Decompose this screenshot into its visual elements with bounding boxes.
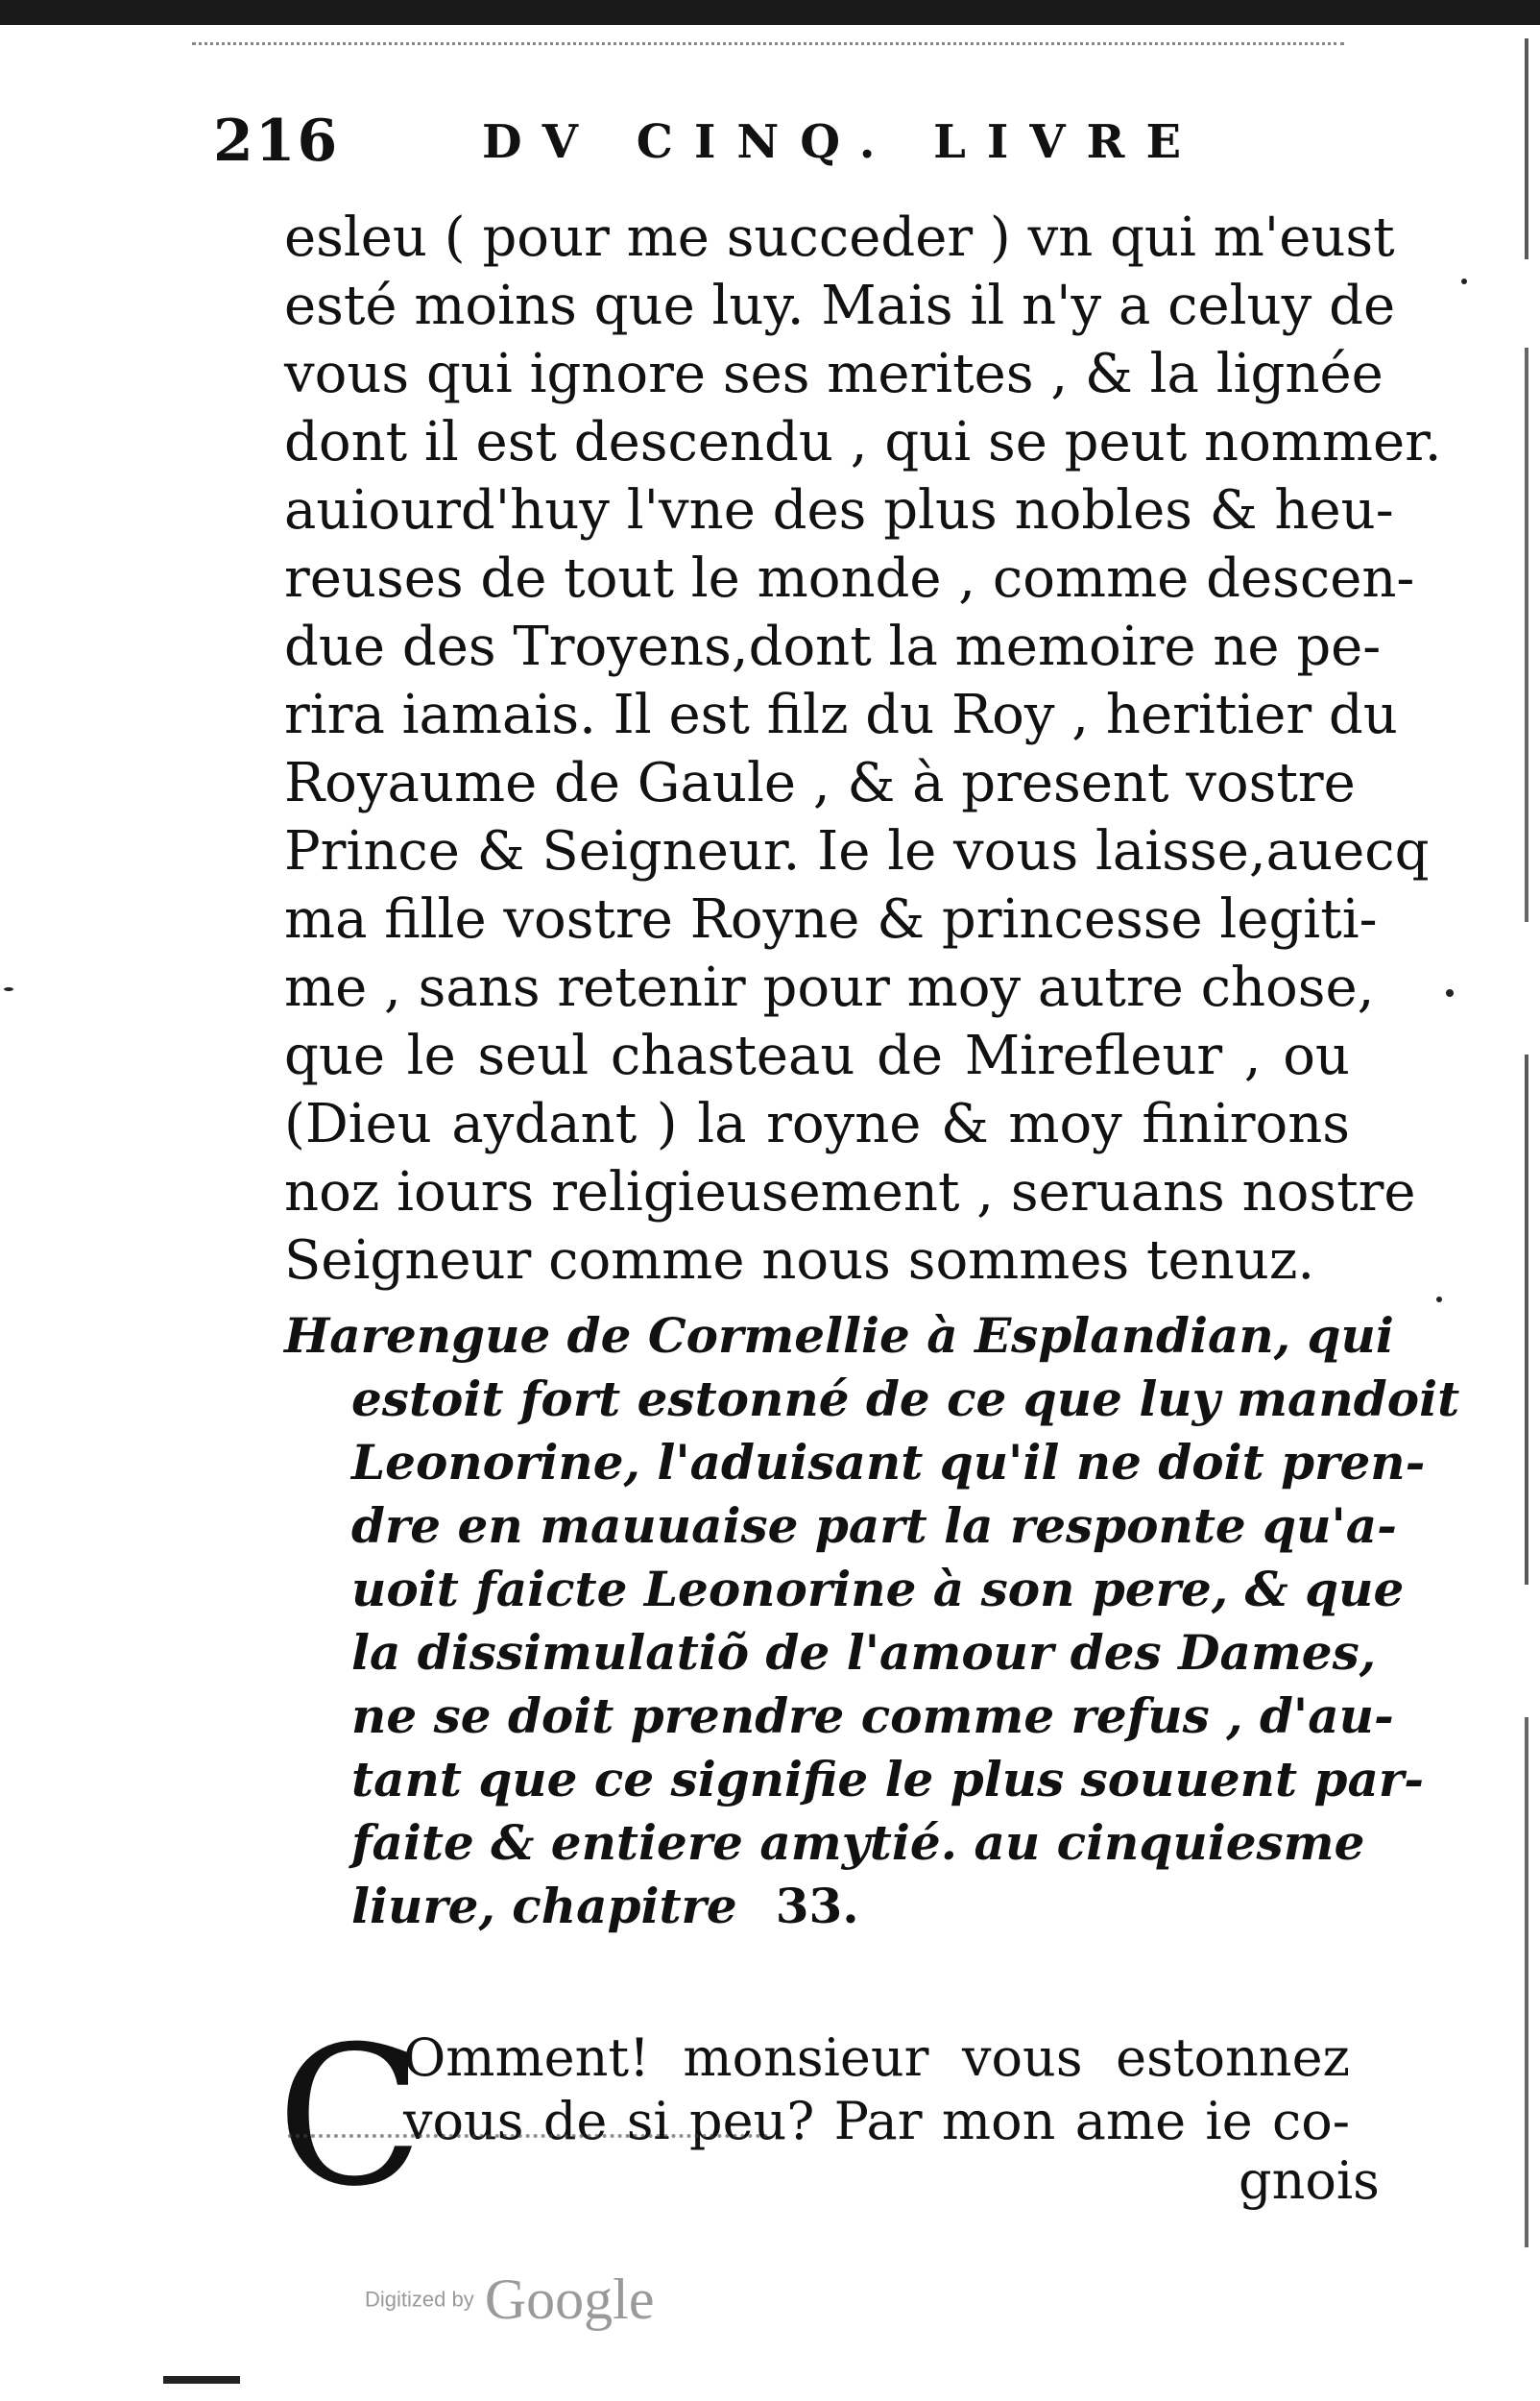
catchword: gnois [1239,2150,1380,2211]
chapter-rubric [284,1304,1460,1938]
google-logo: Google [484,2268,655,2331]
digitization-watermark [365,2267,654,2334]
text-line: noz iours religieusement , seruans nostre [284,1161,1416,1224]
text-line: auiourd'huy l'vne des plus nobles & heu- [284,479,1394,542]
text-line: me , sans retenir pour moy autre chose, [284,957,1375,1019]
watermark-prefix: Digitized by [365,2287,474,2312]
drop-cap: C [277,2005,424,2229]
text-line: rira iamais. Il est filz du Roy , heritier du [284,684,1398,746]
scan-edge-mark [163,2376,240,2384]
text-line: esté moins que luy. Mais il n'y a celuy de [284,275,1396,337]
scan-speck [1461,279,1467,284]
text-line: ma fille vostre Royne & princesse legiti- [284,888,1378,951]
rubric-line: Harengue de Cormellie à Esplandian, qui [284,1307,1394,1364]
text-line: dont il est descendu , qui se peut nommer. [284,411,1442,473]
rubric-line: tant que ce signifie le plus souuent par- [351,1751,1424,1807]
main-text-block [284,204,1442,1295]
text-line: esleu ( pour me succeder ) vn qui m'eust [284,206,1395,269]
scan-speck [4,987,13,991]
rubric-line: ne se doit prendre comme refus , d'au- [351,1687,1394,1744]
opening-line: Omment! monsieur vous estonnez [403,2027,1350,2088]
text-line: reuses de tout le monde , comme descen- [284,547,1415,610]
scan-speckle-row [288,2134,768,2147]
text-line: que le seul chasteau de Mirefleur , ou [284,1025,1350,1087]
scan-speckle-row [192,42,1344,57]
text-line: Royaume de Gaule , & à present vostre [284,752,1356,814]
opening-line: vous de si peu? Par mon ame ie co- [403,2091,1350,2151]
text-line: due des Troyens,dont la memoire ne pe- [284,616,1382,678]
scan-speck [1436,1297,1442,1302]
text-line: Seigneur comme nous sommes tenuz. [284,1229,1315,1292]
running-title: DV CINQ. LIVRE [482,115,1203,169]
text-line: Prince & Seigneur. Ie le vous laisse,auecq [284,820,1430,883]
page-header [213,108,1365,184]
page-edge-shadow [1525,38,1528,2247]
rubric-line: dre en mauuaise part la responte qu'a- [351,1497,1397,1554]
rubric-line: la dissimulatiõ de l'amour des Dames, [351,1624,1377,1681]
text-line: (Dieu aydant ) la royne & moy finirons [284,1093,1350,1155]
rubric-line: Leonorine, l'aduisant qu'il ne doit pren- [351,1434,1426,1491]
rubric-last-line [284,1875,1292,1938]
rubric-line: liure, chapitre [351,1878,737,1934]
page-top-border [0,0,1540,25]
scan-speck [1446,989,1454,997]
rubric-line: estoit fort estonné de ce que luy mandoit [351,1370,1460,1427]
rubric-line: faite & entiere amytié. au cinquiesme [351,1814,1365,1871]
rubric-line: uoit faicte Leonorine à son pere, & que [351,1561,1405,1617]
text-line: vous qui ignore ses merites , & la lignée [284,343,1384,405]
chapter-number: 33. [775,1878,859,1934]
page-number: 216 [213,108,340,175]
